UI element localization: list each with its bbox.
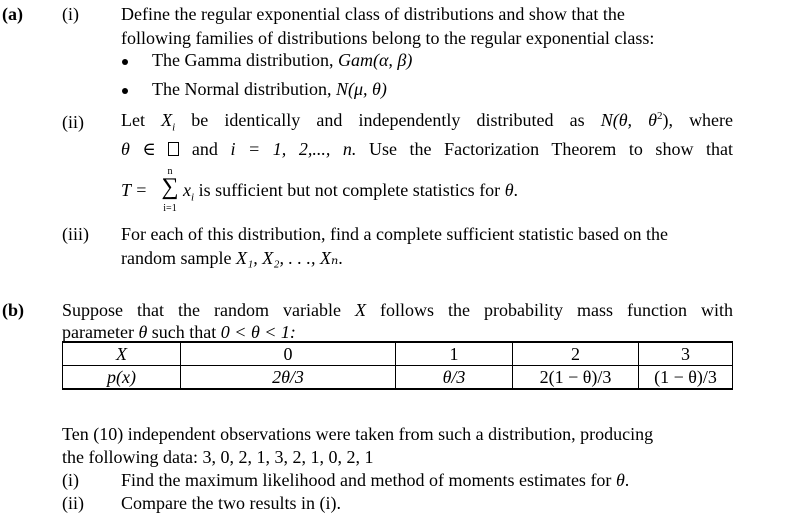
bullet-2-icon: [122, 88, 128, 94]
table-cell: X: [63, 342, 181, 366]
part-b-line1: [62, 300, 733, 321]
part-b-line2: [62, 322, 296, 343]
part-a-ii-line1: [121, 110, 733, 134]
bullet-2-text: The Normal distribution,: [152, 79, 336, 99]
part-a-ii-line3: [183, 180, 518, 204]
var-x: X: [161, 110, 173, 130]
text-factorization: Use the Factorization Theorem to show that: [368, 139, 734, 159]
bullet-2-math: N(μ, θ): [335, 79, 387, 99]
missing-glyph-icon: [168, 142, 179, 156]
statistic-t-equals: T =: [121, 180, 148, 200]
table-row: [63, 342, 733, 366]
part-a-iii-number: (iii): [62, 224, 89, 244]
table-cell: θ/3: [396, 366, 513, 390]
theta-symbol: θ: [615, 470, 625, 490]
part-a-i-line2: following families of distributions belong to the regular exponential class:: [121, 28, 655, 48]
bullet-2-item: [152, 79, 387, 100]
table-cell: p(x): [63, 366, 181, 390]
sample-math: X₁, X₂, . . ., Xₙ: [235, 248, 339, 268]
sum-var-x: x: [183, 180, 191, 200]
text-random-sample: random sample: [121, 248, 236, 268]
part-b-para-line1: Ten (10) independent observations were taken from such a distribution, producing: [62, 424, 654, 444]
index-range: i = 1, 2,..., n.: [230, 139, 357, 159]
text-find-mle: Find the maximum likelihood and method of moments estimates for: [121, 470, 616, 490]
part-a-i-number: (i): [62, 4, 79, 24]
text-distributed: be identically and independently distributed as: [191, 110, 585, 130]
table-cell: 2(1 − θ)/3: [513, 366, 639, 390]
table-cell: 0: [181, 342, 396, 366]
part-a-ii-number: (ii): [62, 112, 84, 132]
bullet-1-item: [152, 50, 412, 71]
text-sufficient: is sufficient but not complete statistics for: [194, 180, 505, 200]
part-b-q2-text: Compare the two results in (i).: [121, 493, 341, 513]
period: .: [624, 470, 630, 490]
var-x: X: [354, 300, 366, 320]
table-cell: 3: [639, 342, 733, 366]
sum-symbol: ∑: [161, 174, 179, 200]
part-b-q2-number: (ii): [62, 493, 84, 513]
theta-symbol: θ: [504, 180, 514, 200]
part-b-label: (b): [2, 300, 24, 320]
word-parameter: parameter: [62, 322, 134, 342]
var-x-i: [161, 110, 176, 134]
normal-dist-expr: N(θ, θ: [600, 110, 657, 130]
theta-symbol: θ: [138, 322, 148, 342]
bullet-1-icon: [122, 59, 128, 65]
part-a-i-line1: Define the regular exponential class of distributions and show that the: [121, 4, 625, 24]
part-a-iii-line2: [121, 248, 343, 269]
period: .: [338, 248, 343, 268]
bullet-1-math: Gam(α, β): [337, 50, 413, 70]
table-row: [63, 366, 733, 390]
part-b-q1-text: [121, 470, 629, 491]
normal-dist-close: ),: [662, 110, 673, 130]
period: .: [513, 180, 519, 200]
normal-dist-math: [601, 110, 673, 130]
normal-dist-sup: 2: [656, 110, 663, 122]
part-a-iii-line1: For each of this distribution, find a complete sufficient statistic based on the: [121, 224, 669, 244]
word-let: Let: [121, 110, 145, 130]
text-suppose: Suppose that the random variable: [62, 300, 341, 320]
theta-range: 0 < θ < 1:: [220, 322, 296, 342]
text-such-that: such that: [151, 322, 221, 342]
sum-upper-limit: n: [167, 166, 173, 177]
sum-var-sub: i: [191, 191, 195, 204]
part-a-label: (a): [2, 4, 23, 24]
table-cell: (1 − θ)/3: [639, 366, 733, 390]
theta-in-reals: [121, 139, 179, 159]
part-b-para-line2: the following data: 3, 0, 2, 1, 3, 2, 1, 0, 2, 1: [62, 447, 374, 467]
pmf-table: [62, 341, 733, 390]
table-cell: 2: [513, 342, 639, 366]
text-follows: follows the probability mass function with: [380, 300, 734, 320]
var-x-sub: i: [172, 121, 176, 134]
part-b-q1-number: (i): [62, 470, 79, 490]
table-cell: 2θ/3: [181, 366, 396, 390]
word-where: where: [689, 110, 734, 130]
table-cell: 1: [396, 342, 513, 366]
theta-in: θ ∈: [121, 139, 169, 159]
part-a-ii-line2: [121, 139, 733, 160]
sum-lower-limit: i=1: [163, 203, 177, 214]
bullet-1-text: The Gamma distribution,: [152, 50, 338, 70]
word-and: and: [191, 139, 218, 159]
